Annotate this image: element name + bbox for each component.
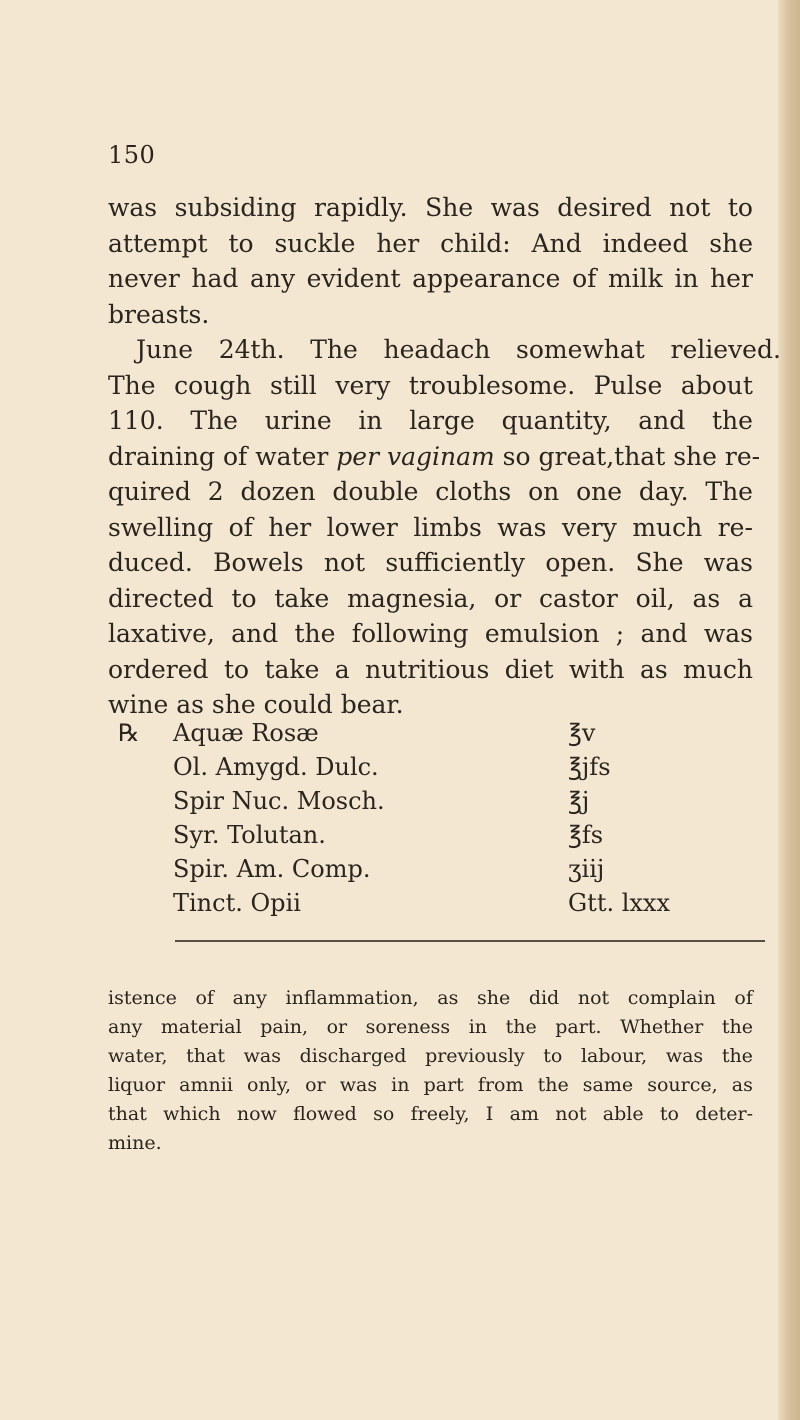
- footnote-line-4: [108, 1071, 753, 1100]
- footnote-line-4-text: liquor amnii only, or was in part from the same source, as: [108, 1074, 753, 1096]
- body-line-6: [108, 368, 753, 404]
- body-line-7: [108, 403, 753, 439]
- body-line-9-text: quired 2 dozen double cloths on one day. The: [108, 477, 753, 506]
- prescription-recipe: [118, 716, 738, 920]
- body-line-12-text: directed to take magnesia, or castor oil, as a: [108, 583, 753, 613]
- footnote-line-1-text: istence of any inflammation, as she did not complain of: [108, 987, 753, 1009]
- body-line-8: [108, 439, 761, 475]
- body-line-10: [108, 510, 753, 546]
- body-line-1-text: was subsiding rapidly. She was desired not to: [108, 193, 753, 222]
- body-line-9: [108, 474, 753, 510]
- body-line-8-after: so great,that she re-: [494, 441, 761, 471]
- body-line-14: [108, 652, 753, 688]
- body-line-15: wine as she could bear.: [108, 690, 404, 719]
- body-line-3-text: never had any evident appearance of milk in her: [108, 264, 753, 293]
- ingredient-name: Syr. Tolutan.: [173, 821, 326, 849]
- body-line-13-text: laxative, and the following emulsion ; and was: [108, 619, 753, 648]
- body-line-5-text: June 24th. The headach somewhat relieved.: [136, 335, 781, 364]
- footnote-line-6: mine.: [108, 1132, 162, 1154]
- ingredient-name: Spir. Am. Comp.: [173, 855, 371, 883]
- footnote-line-2-text: any material pain, or soreness in the part. Whether the: [108, 1016, 753, 1038]
- main-paragraphs: [108, 190, 781, 723]
- body-line-8-before: draining of water: [108, 441, 337, 471]
- ingredient-name: Spir Nuc. Mosch.: [173, 787, 385, 815]
- ingredient-name: Ol. Amygd. Dulc.: [173, 753, 379, 781]
- recipe-row: [118, 750, 738, 784]
- body-line-6-text: The cough still very troublesome. Pulse about: [108, 370, 753, 400]
- body-line-4: breasts.: [108, 299, 210, 329]
- footnote-line-5-text: that which now flowed so freely, I am not able to deter-: [108, 1103, 753, 1125]
- body-line-10-text: swelling of her lower limbs was very much re-: [108, 512, 753, 542]
- body-line-14-text: ordered to take a nutritious diet with as much: [108, 654, 753, 684]
- body-line-2-text: attempt to suckle her child: And indeed she: [108, 228, 753, 258]
- body-line-1: [108, 190, 753, 226]
- ingredient-dose: ℥j: [568, 787, 590, 815]
- body-line-13: [108, 616, 753, 652]
- page-edge-shadow: [778, 0, 800, 1420]
- ingredient-name: Aquæ Rosæ: [173, 719, 319, 747]
- body-line-3: [108, 261, 753, 297]
- recipe-row: [118, 818, 738, 852]
- footnote-divider: [175, 940, 765, 942]
- ingredient-dose: ℥v: [568, 719, 596, 747]
- ingredient-dose: Gtt. lxxx: [568, 889, 670, 917]
- ingredient-dose: ℥fs: [568, 821, 604, 849]
- body-line-11-text: duced. Bowels not sufficiently open. She was: [108, 548, 753, 577]
- body-line-12: [108, 581, 753, 617]
- footnote-line-3-text: water, that was discharged previously to labour, was the: [108, 1045, 753, 1067]
- page-number: 150: [108, 141, 156, 169]
- ingredient-name: Tinct. Opii: [173, 889, 301, 917]
- body-line-7-text: 110. The urine in large quantity, and the: [108, 406, 753, 435]
- body-line-8-italic: per vaginam: [336, 441, 495, 471]
- rx-symbol-icon: ℞: [118, 719, 140, 747]
- footnote: [108, 984, 753, 1158]
- footnote-line-2: [108, 1013, 753, 1042]
- recipe-row: [118, 886, 738, 920]
- ingredient-dose: ʒiij: [568, 855, 605, 883]
- body-line-5: [108, 332, 781, 368]
- recipe-row: [118, 784, 738, 818]
- footnote-line-1: [108, 984, 753, 1013]
- ingredient-dose: ℥jfs: [568, 753, 611, 781]
- footnote-line-5: [108, 1100, 753, 1129]
- body-line-2: [108, 226, 753, 262]
- recipe-row: [118, 716, 738, 750]
- footnote-line-3: [108, 1042, 753, 1071]
- recipe-row: [118, 852, 738, 886]
- body-line-11: [108, 545, 753, 581]
